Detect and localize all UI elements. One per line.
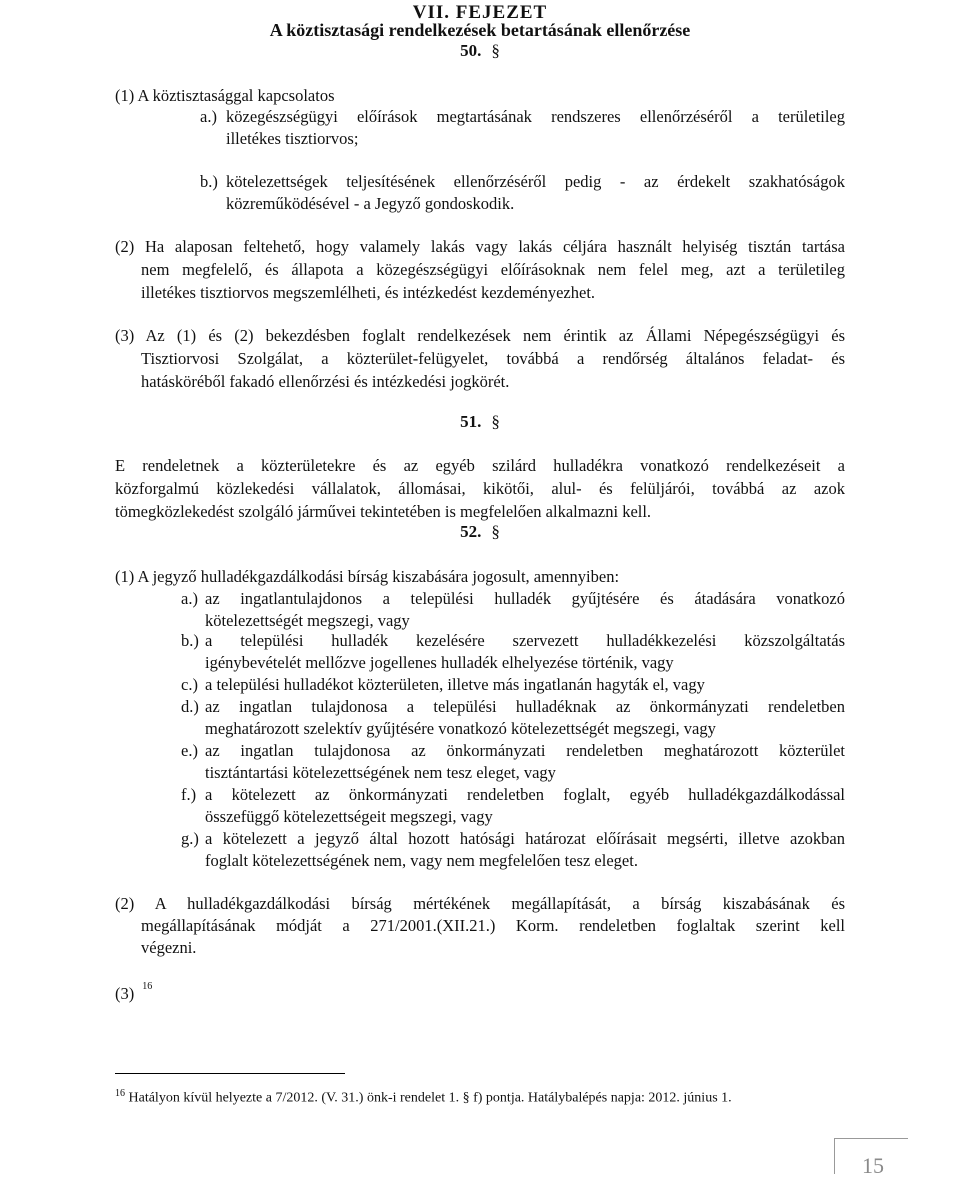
s50-item-a-line2: illetékes tisztiorvos; <box>226 129 359 148</box>
s52-p2-line1: (2) A hulladékgazdálkodási bírság mértékének megállapítását, a bírság kiszabásának és <box>115 894 845 913</box>
s50-item-a-label: a.) <box>200 107 217 126</box>
section-52-heading <box>0 522 960 542</box>
section-mark: § <box>491 41 500 60</box>
s52-item-b-line1: a települési hulladék kezelésére szervezett hulladékkezelési közszolgáltatás <box>205 631 845 650</box>
section-number: 51. <box>460 412 482 431</box>
s52-item-a-label: a.) <box>181 589 198 608</box>
page-number: 15 <box>862 1153 884 1178</box>
s52-item-b-label: b.) <box>181 631 199 650</box>
section-mark: § <box>491 412 500 431</box>
s50-item-b-label: b.) <box>200 172 218 191</box>
s50-p3-line3: hatásköréből fakadó ellenőrzési és intézkedési jogkörét. <box>141 372 510 391</box>
section-number: 52. <box>460 522 482 541</box>
s52-item-a-line2: kötelezettségét megszegi, vagy <box>205 611 410 630</box>
s52-item-d-line1: az ingatlan tulajdonosa a települési hulladéknak az önkormányzati rendeletben <box>205 697 845 716</box>
s52-item-d-line2: meghatározott szelektív gyűjtésére vonatkozó kötelezettségét megszegi, vagy <box>205 719 716 738</box>
page-number-box <box>834 1138 908 1178</box>
s52-item-e-label: e.) <box>181 741 198 760</box>
s52-p3-label: (3) <box>115 984 135 1003</box>
section-50-heading <box>0 41 960 61</box>
s50-p3-line1: (3) Az (1) és (2) bekezdésben foglalt rendelkezések nem érintik az Állami Népegészségügyi és <box>115 326 845 345</box>
s52-p1-intro: (1) A jegyző hulladékgazdálkodási bírság kiszabására jogosult, amennyiben: <box>115 567 620 586</box>
s51-line1: E rendeletnek a közterületekre és az egyéb szilárd hulladékra vonatkozó rendelkezéseit a <box>115 456 845 475</box>
s50-p1-intro: (1) A köztisztasággal kapcsolatos <box>115 86 335 105</box>
s50-p2-line3: illetékes tisztiorvos megszemlélheti, és intézkedést kezdeményezhet. <box>141 283 596 302</box>
s52-item-g-line1: a kötelezett a jegyző által hozott hatósági határozat előírásait megsérti, illetve azokban <box>205 829 845 848</box>
s52-item-e-line2: tisztántartási kötelezettségének nem tesz eleget, vagy <box>205 763 556 782</box>
s52-item-f-line1: a kötelezett az önkormányzati rendeletben foglalt, egyéb hulladékgazdálkodással <box>205 785 845 804</box>
section-number: 50. <box>460 41 482 60</box>
s50-p2-line2: nem megfelelő, és állapota a közegészségügyi előírásoknak nem felel meg, azt a területileg <box>141 260 845 279</box>
s52-p2-line3: végezni. <box>141 938 197 957</box>
s52-item-f-label: f.) <box>181 785 197 804</box>
section-mark: § <box>491 522 500 541</box>
s52-item-g-label: g.) <box>181 829 199 848</box>
s52-p3 <box>115 976 152 1005</box>
s52-item-g-line2: foglalt kötelezettségének nem, vagy nem megfelelően tesz eleget. <box>205 851 638 870</box>
s52-item-f-line2: összefüggő kötelezettségeit megszegi, vagy <box>205 807 493 826</box>
section-51-heading <box>0 412 960 432</box>
footnote-separator <box>115 1073 345 1074</box>
footnote-16 <box>115 1085 732 1108</box>
s50-item-b-line2: közreműködésével - a Jegyző gondoskodik. <box>226 194 515 213</box>
chapter-subtitle: A köztisztasági rendelkezések betartásának ellenőrzése <box>269 20 691 40</box>
s52-item-c-line1: a települési hulladékot közterületen, illetve más ingatlanán hagyták el, vagy <box>205 675 705 694</box>
s51-line2: közforgalmú közlekedési vállalatok, állomásai, kikötői, alul- és felüljárói, továbbá az azok <box>115 479 845 498</box>
s52-item-e-line1: az ingatlan tulajdonosa az önkormányzati rendeletben meghatározott közterület <box>205 741 845 760</box>
chapter-title: VII. FEJEZET <box>412 2 548 23</box>
s50-p2-line1: (2) Ha alaposan feltehető, hogy valamely lakás vagy lakás céljára használt helyiség tisztán tartása <box>115 237 845 256</box>
s52-item-b-line2: igénybevételét mellőzve jogellenes hulladék elhelyezése történik, vagy <box>205 653 674 672</box>
s50-p3-line2: Tisztiorvosi Szolgálat, a közterület-felügyelet, továbbá a rendőrség általános feladat- és <box>141 349 845 368</box>
s50-item-b-line1: kötelezettségek teljesítésének ellenőrzéséről pedig - az érdekelt szakhatóságok <box>226 172 845 191</box>
footnote-number: 16 <box>115 1088 125 1099</box>
footnote-text: Hatályon kívül helyezte a 7/2012. (V. 31.) önk-i rendelet 1. § f) pontja. Hatálybalépés napja: 2012. június 1. <box>128 1090 732 1106</box>
s52-item-a-line1: az ingatlantulajdonos a települési hulladék gyűjtésére és átadására vonatkozó <box>205 589 845 608</box>
s52-item-c-label: c.) <box>181 675 198 694</box>
s50-item-a-line1: közegészségügyi előírások megtartásának rendszeres ellenőrzéséről a területileg <box>226 107 845 126</box>
footnote-ref-16[interactable]: 16 <box>142 981 153 992</box>
s51-line3: tömegközlekedést szolgáló járművei tekintetében is megfelelően alkalmazni kell. <box>115 502 652 521</box>
s52-item-d-label: d.) <box>181 697 199 716</box>
s52-p2-line2: megállapításának módját a 271/2001.(XII.21.) Korm. rendeletben foglaltak szerint kell <box>141 916 845 935</box>
